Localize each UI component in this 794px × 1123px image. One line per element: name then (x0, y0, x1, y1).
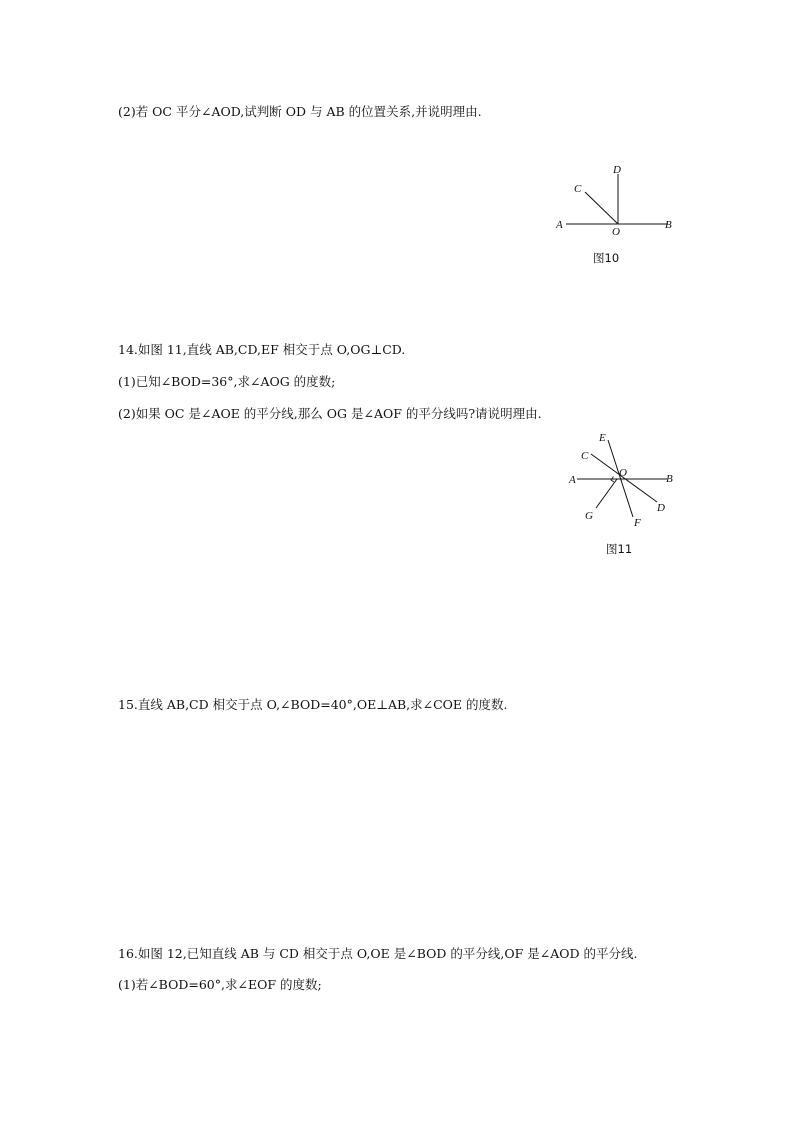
q16-part1-text: (1)若∠BOD=60°,求∠EOF 的度数; (118, 977, 322, 992)
figure-11-diagram (560, 428, 685, 533)
fig10-label-o: O (612, 226, 620, 238)
fig11-label-f: F (634, 517, 641, 529)
q14-part1-text: (1)已知∠BOD=36°,求∠AOG 的度数; (118, 374, 336, 389)
figure-10-diagram (550, 160, 685, 240)
fig10-label-d: D (613, 164, 621, 176)
q15-stem-text: 15.直线 AB,CD 相交于点 O,∠BOD=40°,OE⊥AB,求∠COE 的度数. (118, 697, 508, 712)
figure-10-caption: 图10 (593, 251, 620, 265)
fig11-label-b: B (666, 473, 673, 485)
fig11-label-g: G (585, 510, 593, 522)
fig11-label-d: D (657, 502, 665, 514)
fig11-label-e: E (599, 432, 606, 444)
fig10-label-a: A (556, 219, 563, 231)
q16-stem-text: 16.如图 12,已知直线 AB 与 CD 相交于点 O,OE 是∠BOD 的平分线,OF 是∠AOD 的平分线. (118, 946, 638, 961)
q13-part2-text: (2)若 OC 平分∠AOD,试判断 OD 与 AB 的位置关系,并说明理由. (118, 104, 482, 119)
fig11-ray-og (596, 479, 617, 508)
fig11-label-c: C (581, 450, 589, 462)
fig10-label-b: B (665, 219, 672, 231)
fig11-label-a: A (569, 474, 576, 486)
q14-stem-text: 14.如图 11,直线 AB,CD,EF 相交于点 O,OG⊥CD. (118, 342, 406, 357)
q14-part2-text: (2)如果 OC 是∠AOE 的平分线,那么 OG 是∠AOF 的平分线吗?请说明理由. (118, 406, 542, 421)
fig11-label-o: O (619, 467, 627, 479)
figure-11-caption: 图11 (606, 542, 633, 556)
fig10-ray-oc (585, 192, 618, 224)
fig10-label-c: C (574, 183, 582, 195)
